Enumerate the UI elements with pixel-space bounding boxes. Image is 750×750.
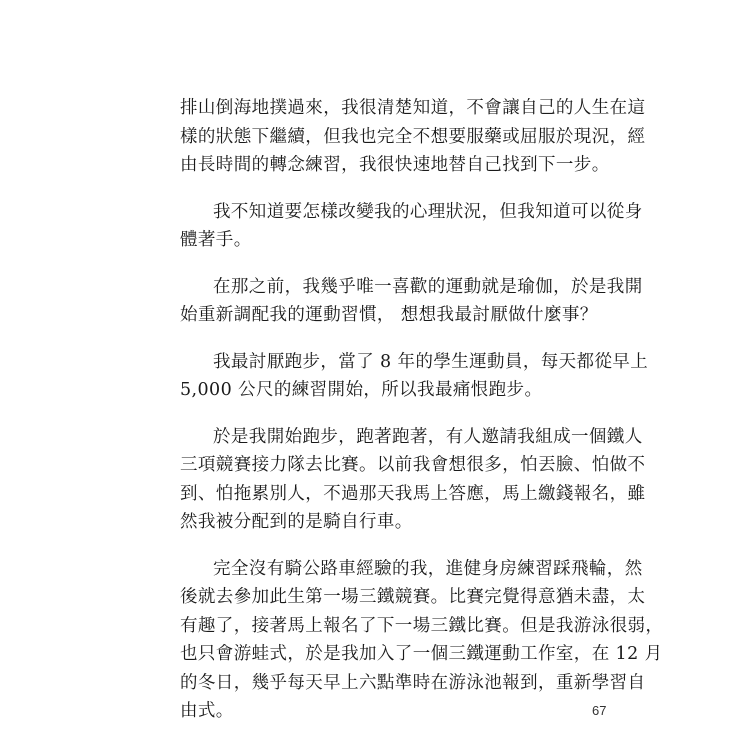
text-line: 有趣了，接著馬上報名了下一場三鐵比賽。但是我游泳很弱， [180,615,664,636]
text-line: 5,000 公尺的練習開始，所以我最痛恨跑步。 [180,380,543,400]
paragraph-2 [180,198,643,255]
text-line: 於是我開始跑步，跑著跑著，有人邀請我組成一個鐵人 [213,426,643,447]
text-line: 也只會游蛙式，於是我加入了一個三鐵運動工作室，在 12 月 [180,644,663,664]
text-line: 完全沒有騎公路車經驗的我，進健身房練習踩飛輪，然 [213,558,643,579]
text-line: 我最討厭跑步，當了 8 年的學生運動員，每天都從早上 [213,351,649,372]
text-line: 後就去參加此生第一場三鐵競賽。比賽完覺得意猶未盡，太 [180,587,646,607]
text-line: 的冬日，幾乎每天早上六點準時在游泳池報到，重新學習自 [180,672,646,693]
text-line: 樣的狀態下繼續，但我也完全不想要服藥或屈服於現況，經 [180,126,646,147]
page-number: 67 [592,703,607,718]
text-line: 三項競賽接力隊去比賽。以前我會想很多，怕丟臉、怕做不 [180,455,646,475]
text-line: 由式。 [180,701,234,721]
text-line: 到、怕拖累別人，不過那天我馬上答應，馬上繳錢報名，雖 [180,483,646,504]
paragraph-3 [180,273,643,330]
text-line: 排山倒海地撲過來，我很清楚知道，不會讓自己的人生在這 [180,98,646,118]
text-line: 始重新調配我的運動習慣， 想想我最討厭做什麼事？ [180,305,598,325]
paragraph-4 [180,348,649,405]
text-line: 然我被分配到的是騎自行車。 [180,512,413,532]
paragraph-1 [180,94,646,180]
text-line: 我不知道要怎樣改變我的心理狀況，但我知道可以從身 [213,201,643,222]
text-line: 由長時間的轉念練習，我很快速地替自己找到下一步。 [180,155,610,175]
paragraph-5 [180,423,646,537]
text-line: 在那之前，我幾乎唯一喜歡的運動就是瑜伽，於是我開 [213,276,643,297]
text-line: 體著手。 [180,230,252,250]
